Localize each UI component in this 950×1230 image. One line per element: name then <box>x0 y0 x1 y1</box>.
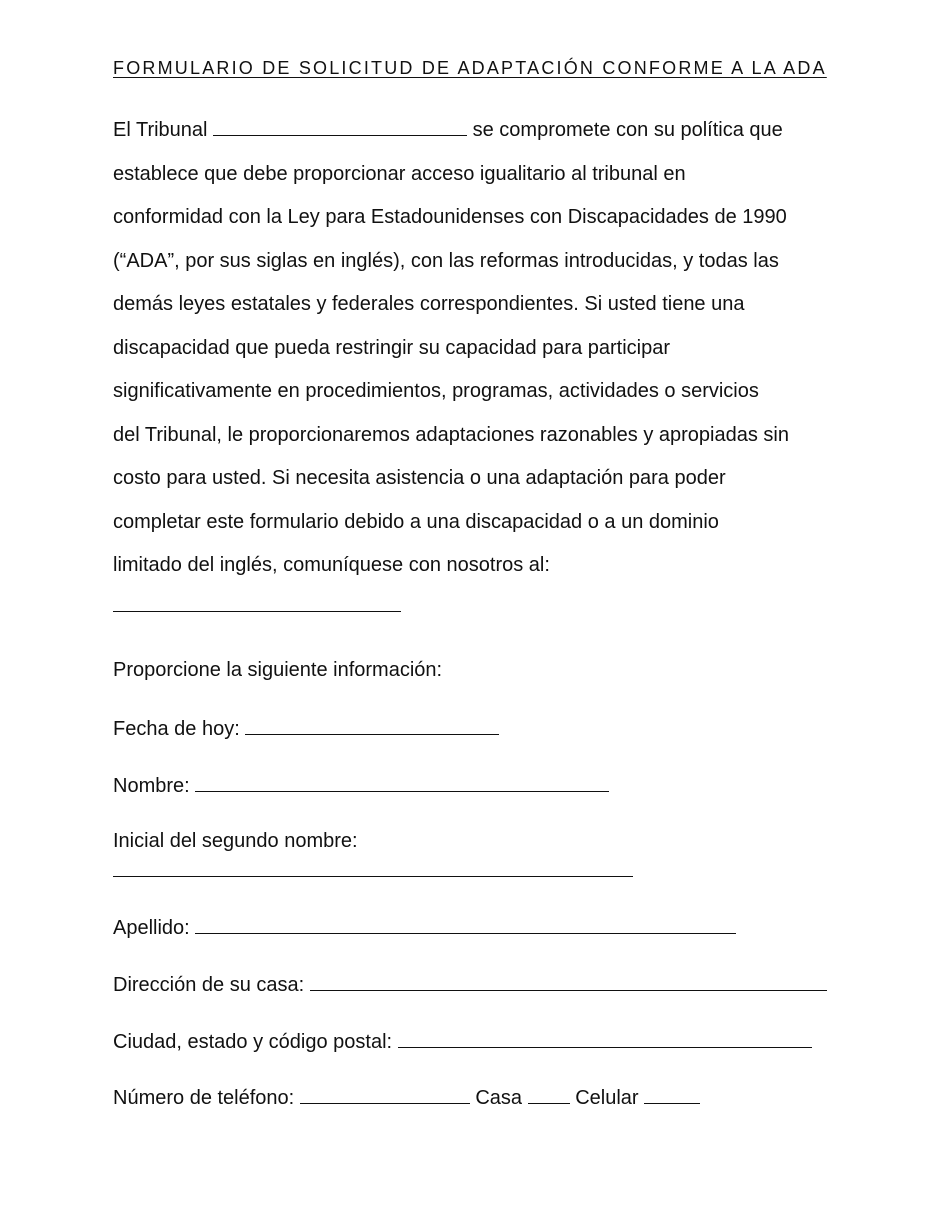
court-name-blank[interactable] <box>213 117 467 136</box>
paragraph-line: limitado del inglés, comuníquese con nosotros al: <box>113 554 550 576</box>
middle-initial-label: Inicial del segundo nombre: <box>113 830 358 852</box>
paragraph-line: establece que debe proporcionar acceso igualitario al tribunal en <box>113 162 686 185</box>
paragraph-line: costo para usted. Si necesita asistencia o una adaptación para poder <box>113 467 726 489</box>
policy-paragraph <box>113 109 853 588</box>
first-name-blank[interactable] <box>195 773 609 792</box>
date-field <box>113 716 499 741</box>
paragraph-line: completar este formulario debido a una discapacidad o a un dominio <box>113 510 719 533</box>
address-blank[interactable] <box>310 972 827 991</box>
contact-number-blank[interactable] <box>113 593 401 612</box>
contact-number-field <box>113 593 401 618</box>
paragraph-line: del Tribunal, le proporcionaremos adaptaciones razonables y apropiadas sin <box>113 423 789 446</box>
paragraph-line: (“ADA”, por sus siglas en inglés), con las reformas introducidas, y todas las <box>113 249 779 272</box>
phone-label: Número de teléfono: <box>113 1087 295 1109</box>
last-name-blank[interactable] <box>195 915 736 934</box>
home-label: Casa <box>475 1087 523 1109</box>
paragraph-line: conformidad con la Ley para Estadounidenses con Discapacidades de 1990 <box>113 206 787 228</box>
address-label: Dirección de su casa: <box>113 974 305 996</box>
first-name-field <box>113 773 609 798</box>
last-name-field <box>113 915 736 940</box>
city-field <box>113 1029 812 1054</box>
paragraph-line: significativamente en procedimientos, programas, actividades o servicios <box>113 380 759 402</box>
cell-label: Celular <box>575 1087 639 1109</box>
city-blank[interactable] <box>398 1029 812 1048</box>
date-label: Fecha de hoy: <box>113 718 240 740</box>
phone-blank[interactable] <box>300 1085 470 1104</box>
first-name-label: Nombre: <box>113 775 190 797</box>
middle-initial-line <box>113 858 633 883</box>
last-name-label: Apellido: <box>113 917 190 939</box>
home-blank[interactable] <box>528 1085 570 1104</box>
middle-initial-blank[interactable] <box>113 858 633 877</box>
paragraph-line: El Tribunal se compromete con su política que <box>113 119 783 141</box>
address-field <box>113 972 827 997</box>
city-label: Ciudad, estado y código postal: <box>113 1031 393 1053</box>
middle-initial-field <box>113 830 358 853</box>
paragraph-line: discapacidad que pueda restringir su capacidad para participar <box>113 336 671 359</box>
form-title: FORMULARIO DE SOLICITUD DE ADAPTACIÓN CONFORME A LA ADA <box>113 58 827 78</box>
date-blank[interactable] <box>245 716 499 735</box>
cell-blank[interactable] <box>644 1085 700 1104</box>
phone-field <box>113 1085 700 1110</box>
instruction-text: Proporcione la siguiente información: <box>113 659 443 681</box>
paragraph-line: demás leyes estatales y federales correspondientes. Si usted tiene una <box>113 293 745 315</box>
